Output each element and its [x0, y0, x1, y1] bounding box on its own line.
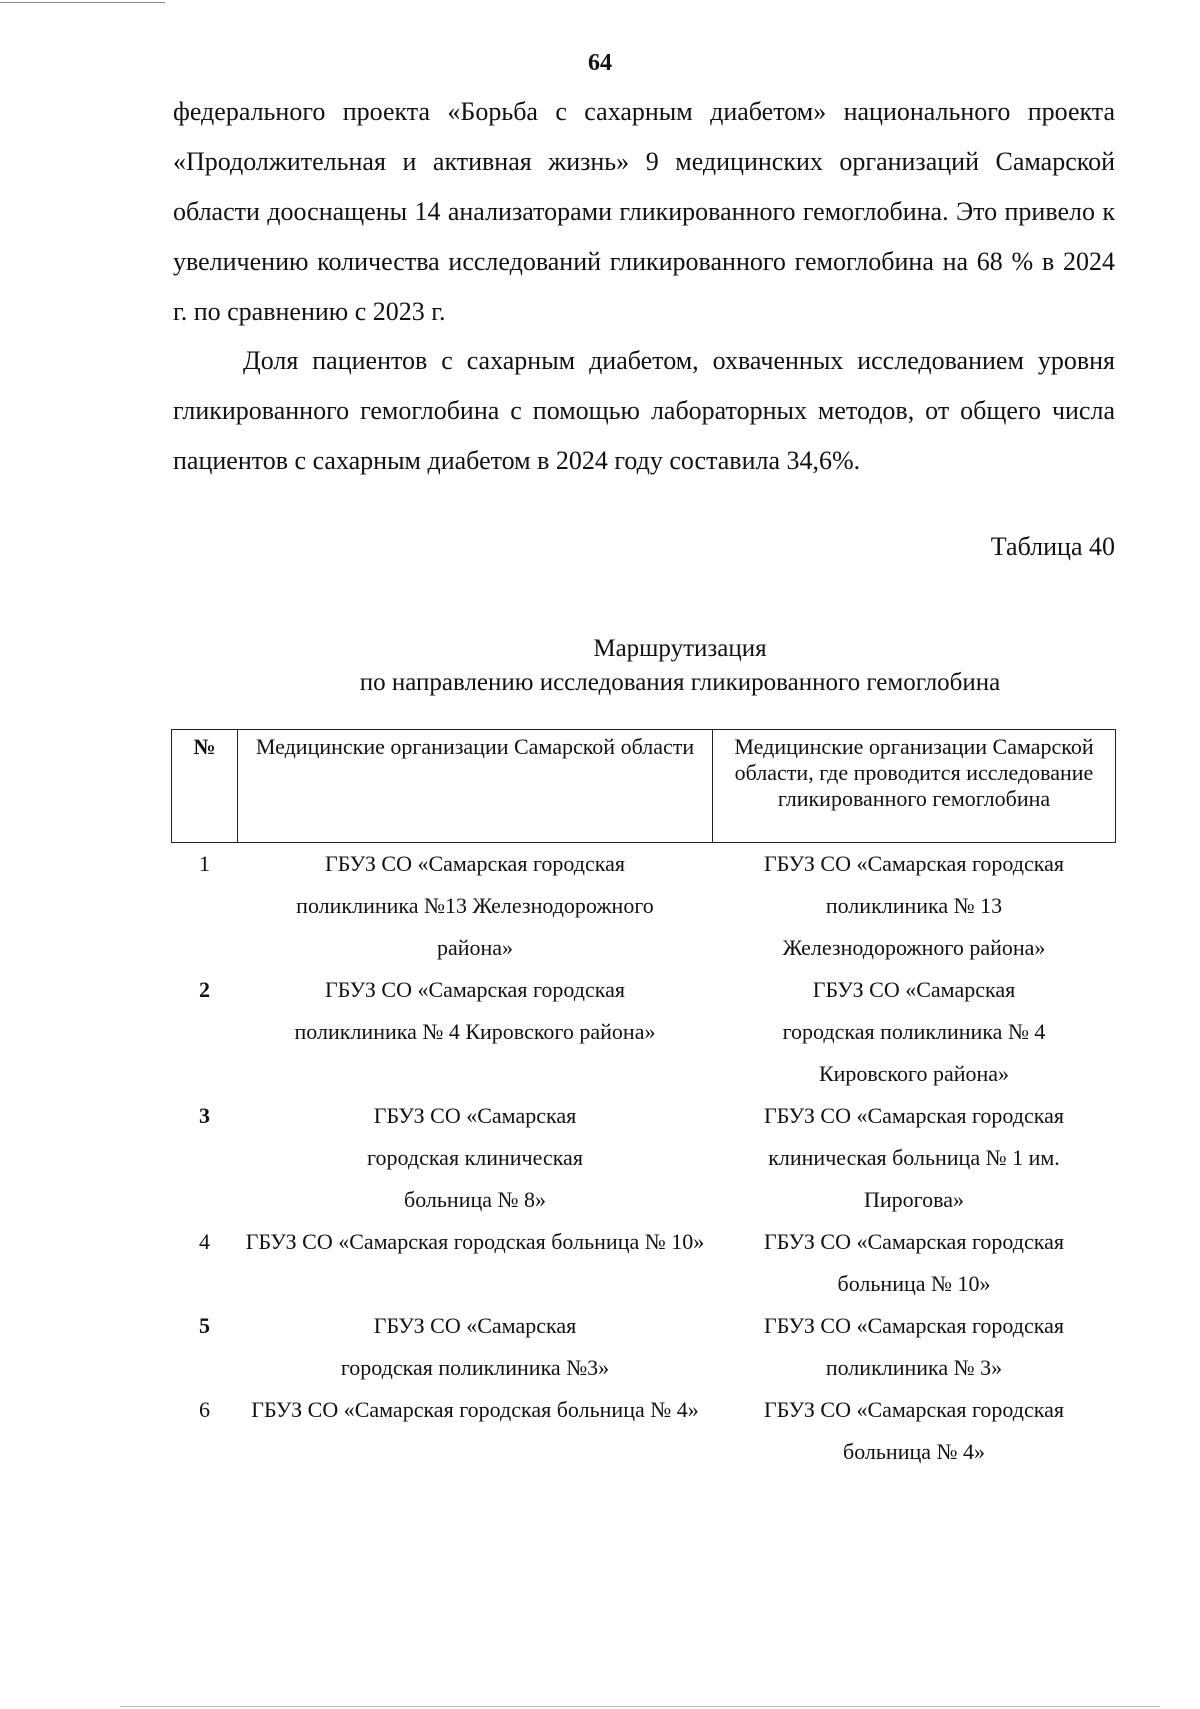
row-target: ГБУЗ СО «Самарская городская клиническая больница № 1 им. Пирогова» — [764, 1103, 1064, 1212]
row-number: 2 — [199, 977, 210, 1002]
row-source: ГБУЗ СО «Самарская городская больница № 10» — [245, 1229, 705, 1254]
row-number: 5 — [199, 1313, 210, 1338]
row-number: 1 — [199, 851, 210, 876]
row-target: ГБУЗ СО «Самарская городская поликлиника № 4 Кировского района» — [782, 977, 1046, 1086]
row-number: 3 — [199, 1103, 210, 1128]
header-source-organizations: Медицинские организации Самарской области — [238, 730, 713, 843]
row-target: ГБУЗ СО «Самарская городская больница № 4» — [764, 1397, 1064, 1464]
table-row — [172, 843, 1116, 970]
paragraph-1: федерального проекта «Борьба с сахарным диабетом» национального проекта «Продолжительная и активная жизнь» 9 медицинских организаций Самарской области дооснащены 14 анализаторами гликированного гемоглобина. Это привело к увеличению количества исследований гликированного гемоглобина на 68 % в 2024 г. по сравнению с 2023 г. — [173, 97, 1115, 326]
row-number: 6 — [199, 1397, 210, 1422]
table-label: Таблица 40 — [990, 532, 1115, 561]
table-title-line-1: Маршрутизация — [593, 635, 767, 662]
row-source: ГБУЗ СО «Самарская городская больница № 4» — [251, 1397, 699, 1422]
scan-edge-bottom — [120, 1706, 1160, 1707]
table-title — [290, 632, 1070, 700]
routing-table — [171, 729, 1116, 1473]
row-source: ГБУЗ СО «Самарская городская поликлиника № 4 Кировского района» — [294, 977, 656, 1044]
row-number: 4 — [199, 1229, 210, 1254]
row-target: ГБУЗ СО «Самарская городская больница № 10» — [764, 1229, 1064, 1296]
table-row — [172, 969, 1116, 1095]
row-source: ГБУЗ СО «Самарская городская клиническая больница № 8» — [367, 1103, 583, 1212]
table-title-line-2: по направлению исследования гликированного гемоглобина — [359, 669, 1001, 696]
row-target: ГБУЗ СО «Самарская городская поликлиника № 13 Железнодорожного района» — [764, 851, 1064, 960]
table-row — [172, 1095, 1116, 1221]
table-row — [172, 1221, 1116, 1305]
scan-edge-top-left — [0, 2, 165, 3]
header-target-organizations: Медицинские организации Самарской области, где проводится исследование гликированного гемоглобина — [713, 730, 1116, 843]
row-source: ГБУЗ СО «Самарская городская поликлиника №3» — [340, 1313, 610, 1380]
table-row — [172, 1305, 1116, 1389]
table-row — [172, 1389, 1116, 1473]
row-source: ГБУЗ СО «Самарская городская поликлиника №13 Железнодорожного района» — [296, 851, 654, 960]
row-target: ГБУЗ СО «Самарская городская поликлиника № 3» — [764, 1313, 1064, 1380]
paragraph-2: Доля пациентов с сахарным диабетом, охваченных исследованием уровня гликированного гемоглобина с помощью лабораторных методов, от общего числа пациентов с сахарным диабетом в 2024 году составила 34,6%. — [173, 346, 1115, 475]
header-number: № — [172, 730, 238, 843]
page-number: 64 — [588, 50, 612, 76]
table-header-row — [172, 730, 1116, 843]
